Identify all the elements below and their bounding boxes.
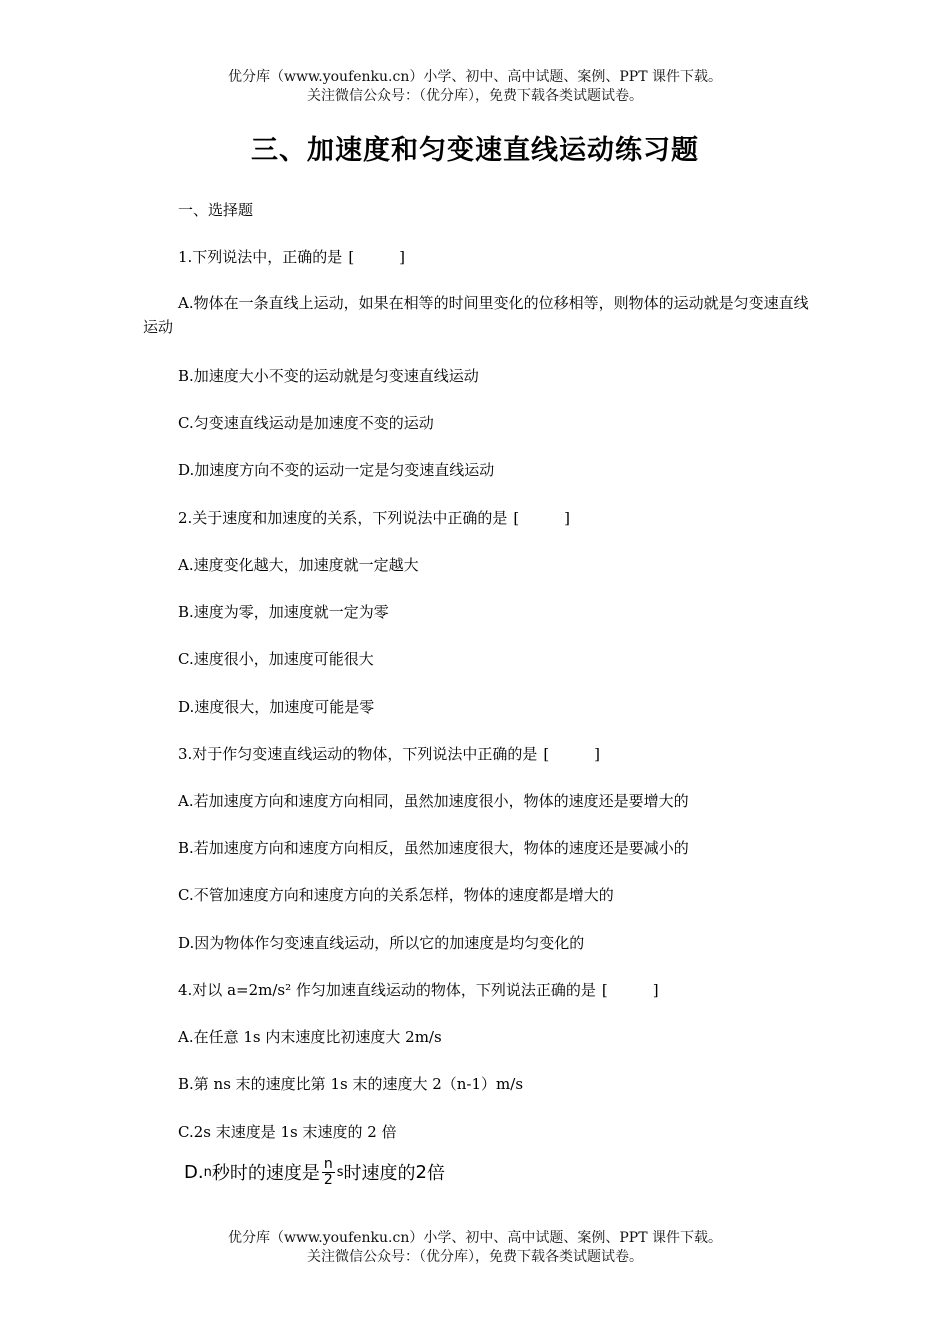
question-3-option-c: C.不管加速度方向和速度方向的关系怎样，物体的速度都是增大的	[178, 886, 614, 904]
footer-line-2: 关注微信公众号：（优分库），免费下载各类试题试卷。	[307, 1249, 643, 1265]
section-heading: 一、选择题	[178, 201, 254, 219]
question-3-option-a: A.若加速度方向和速度方向相同，虽然加速度很小，物体的速度还是要增大的	[178, 792, 689, 810]
question-4-stem	[178, 979, 659, 1001]
answer-bracket: [ ]	[513, 509, 571, 527]
question-4-option-d-formula	[184, 1150, 445, 1194]
question-2-option-d: D.速度很大，加速度可能是零	[178, 698, 375, 716]
answer-bracket: [ ]	[601, 981, 659, 999]
question-4-option-a: A.在任意 1s 内末速度比初速度大 2m/s	[178, 1028, 442, 1046]
formula-text-1: 秒时的速度是	[211, 1163, 320, 1184]
question-2-option-a: A.速度变化越大，加速度就一定越大	[178, 556, 419, 574]
formula-n: n	[203, 1164, 212, 1180]
formula-text-3: 倍	[426, 1163, 445, 1184]
header-line-1: 优分库（www.youfenku.cn）小学、初中、高中试题、案例、PPT 课件下载。	[227, 69, 722, 85]
question-3-stem	[178, 743, 600, 765]
fraction-denominator: 2	[323, 1171, 333, 1188]
question-4-option-b: B.第 ns 末的速度比第 1s 末的速度大 2（n-1）m/s	[178, 1075, 524, 1093]
question-2-stem	[178, 507, 570, 529]
fraction	[322, 1157, 335, 1188]
page-title: 三、加速度和匀变速直线运动练习题	[251, 135, 699, 166]
formula-number: 2	[415, 1161, 427, 1183]
question-stem-text: 3.对于作匀变速直线运动的物体，下列说法中正确的是	[178, 745, 538, 763]
answer-bracket: [ ]	[348, 248, 406, 266]
question-stem-text: 4.对以 a=2m/s² 作匀加速直线运动的物体，下列说法正确的是	[178, 981, 596, 999]
question-1-option-d: D.加速度方向不变的运动一定是匀变速直线运动	[178, 461, 495, 479]
question-stem-text: 2.关于速度和加速度的关系，下列说法中正确的是	[178, 509, 508, 527]
formula-unit: s	[336, 1164, 344, 1180]
question-1-option-a: A.物体在一条直线上运动，如果在相等的时间里变化的位移相等，则物体的运动就是匀变速直线运动	[143, 294, 809, 336]
question-1-stem	[178, 246, 405, 268]
question-stem-text: 1.下列说法中，正确的是	[178, 248, 343, 266]
header-line-2: 关注微信公众号：（优分库），免费下载各类试题试卷。	[307, 88, 643, 104]
fraction-numerator: n	[323, 1155, 333, 1172]
page-header	[0, 68, 950, 106]
page-footer	[0, 1229, 950, 1267]
question-3-option-b: B.若加速度方向和速度方向相反，虽然加速度很大，物体的速度还是要减小的	[178, 839, 689, 857]
answer-bracket: [ ]	[543, 745, 601, 763]
footer-line-1: 优分库（www.youfenku.cn）小学、初中、高中试题、案例、PPT 课件下载。	[227, 1230, 722, 1246]
formula-text-2: 时速度的	[343, 1163, 416, 1184]
question-2-option-c: C.速度很小，加速度可能很大	[178, 650, 374, 668]
question-1-option-b: B.加速度大小不变的运动就是匀变速直线运动	[178, 367, 479, 385]
question-4-option-c: C.2s 末速度是 1s 末速度的 2 倍	[178, 1123, 397, 1141]
question-1-option-c: C.匀变速直线运动是加速度不变的运动	[178, 414, 434, 432]
question-3-option-d: D.因为物体作匀变速直线运动，所以它的加速度是均匀变化的	[178, 934, 585, 952]
question-2-option-b: B.速度为零，加速度就一定为零	[178, 603, 389, 621]
formula-prefix: D.	[184, 1161, 204, 1183]
